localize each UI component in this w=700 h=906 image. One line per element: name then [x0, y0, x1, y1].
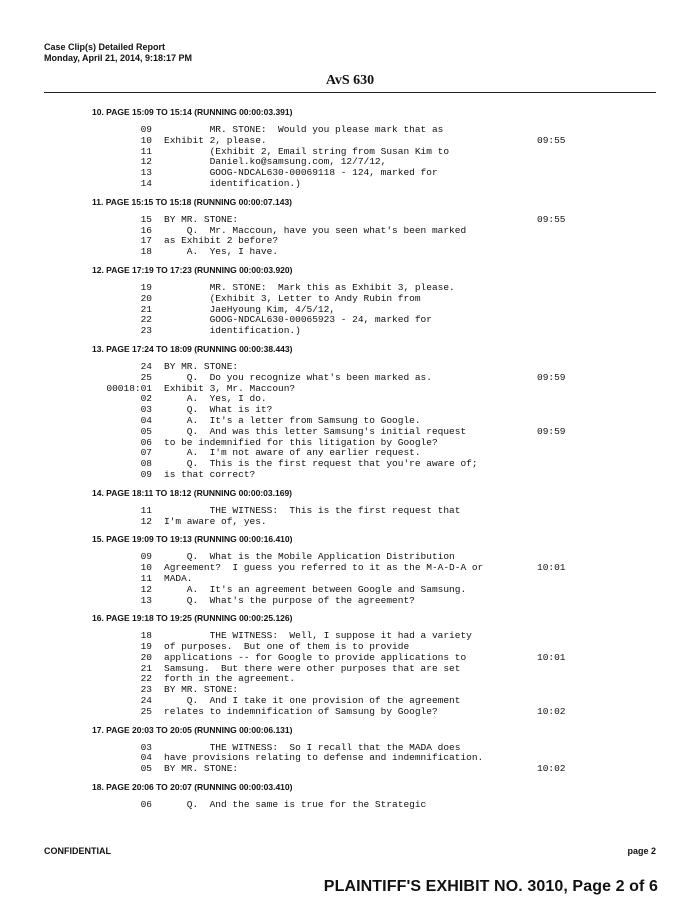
- line-number: 13: [140, 594, 152, 606]
- clip-section: [0, 724, 700, 775]
- transcript-line: [0, 236, 700, 247]
- clip-heading: 13. PAGE 17:24 TO 18:09 (RUNNING 00:00:38.443): [92, 343, 293, 354]
- line-text: Q. What's the purpose of the agreement?: [164, 594, 415, 606]
- clip-heading: 12. PAGE 17:19 TO 17:23 (RUNNING 00:00:03.920): [92, 264, 293, 275]
- line-timestamp: 09:55: [537, 213, 566, 225]
- line-number: 12: [140, 156, 152, 168]
- transcript-line: [0, 326, 700, 337]
- line-number: 23: [140, 325, 152, 337]
- transcript-line: [0, 470, 700, 481]
- transcript-lines: [0, 506, 700, 528]
- line-number: 16: [140, 224, 152, 236]
- line-number: 12: [140, 515, 152, 527]
- line-number: 04: [140, 414, 152, 426]
- clip-heading: 14. PAGE 18:11 TO 18:12 (RUNNING 00:00:03.169): [92, 487, 292, 498]
- line-text: GOOG-NDCAL630-00065923 - 24, marked for: [164, 314, 432, 326]
- line-text: forth in the agreement.: [164, 673, 296, 685]
- line-number: 18: [140, 246, 152, 258]
- clip-section: [0, 343, 700, 481]
- clip-heading: 15. PAGE 19:09 TO 19:13 (RUNNING 00:00:16.410): [92, 534, 293, 545]
- line-text: Exhibit 2, please.: [164, 134, 267, 146]
- line-text: to be indemnified for this litigation by Google?: [164, 436, 438, 448]
- line-text: applications -- for Google to provide applications to: [164, 651, 467, 663]
- line-number: 14: [140, 177, 152, 189]
- transcript-line: [0, 707, 700, 718]
- line-text: JaeHyoung Kim, 4/5/12,: [164, 303, 336, 315]
- line-timestamp: 10:02: [537, 763, 566, 775]
- line-timestamp: 09:59: [537, 425, 566, 437]
- line-text: Q. What is the Mobile Application Distribution: [164, 551, 455, 563]
- transcript-line: [0, 294, 700, 305]
- transcript-lines: [0, 552, 700, 606]
- line-text: Agreement? I guess you referred to it as the M-A-D-A or: [164, 562, 484, 574]
- transcript-line: [0, 517, 700, 528]
- line-text: Q. This is the first request that you're aware of;: [164, 458, 478, 470]
- page-number: page 2: [627, 846, 656, 856]
- clip-section: [0, 781, 700, 811]
- line-number: 25: [140, 705, 152, 717]
- line-text: MR. STONE: Mark this as Exhibit 3, please.: [164, 281, 455, 293]
- transcript-lines: [0, 743, 700, 775]
- line-number: 08: [140, 458, 152, 470]
- transcript-lines: [0, 283, 700, 337]
- line-number: 21: [140, 662, 152, 674]
- line-number: 19: [140, 281, 152, 293]
- line-text: A. It's an agreement between Google and Samsung.: [164, 583, 467, 595]
- line-number: 09: [140, 468, 152, 480]
- report-date: Monday, April 21, 2014, 9:18:17 PM: [44, 53, 193, 63]
- line-text: MADA.: [164, 572, 193, 584]
- line-number: 22: [140, 673, 152, 685]
- line-text: I'm aware of, yes.: [164, 515, 267, 527]
- report-title: Case Clip(s) Detailed Report: [44, 42, 166, 52]
- line-number: 22: [140, 314, 152, 326]
- line-text: THE WITNESS: This is the first request that: [164, 504, 461, 516]
- transcript-line: [0, 315, 700, 326]
- transcript-line: [0, 585, 700, 596]
- transcript-line: [0, 136, 700, 147]
- line-text: Q. Do you recognize what's been marked as.: [164, 371, 432, 383]
- transcript-line: [0, 674, 700, 685]
- transcript-line: [0, 384, 700, 395]
- line-text: Samsung. But there were other purposes that are set: [164, 662, 461, 674]
- clip-heading: 18. PAGE 20:06 TO 20:07 (RUNNING 00:00:03.410): [92, 782, 293, 793]
- clip-section: [0, 487, 700, 528]
- transcript-line: [0, 427, 700, 438]
- transcript-lines: [0, 800, 700, 811]
- line-text: have provisions relating to defense and indemnification.: [164, 752, 484, 764]
- line-text: BY MR. STONE:: [164, 360, 239, 372]
- transcript-lines: [0, 125, 700, 190]
- line-text: BY MR. STONE:: [164, 684, 239, 696]
- transcript-line: [0, 459, 700, 470]
- line-text: A. I'm not aware of any earlier request.: [164, 447, 421, 459]
- line-number: 17: [140, 235, 152, 247]
- transcript-line: [0, 664, 700, 675]
- transcript-line: [0, 563, 700, 574]
- line-text: relates to indemnification of Samsung by Google?: [164, 705, 438, 717]
- transcript-line: [0, 125, 700, 136]
- clip-section: [0, 264, 700, 337]
- line-text: A. Yes, I do.: [164, 393, 267, 405]
- transcript-line: [0, 753, 700, 764]
- line-number: 09: [140, 551, 152, 563]
- transcript-lines: [0, 362, 700, 481]
- line-timestamp: 09:55: [537, 134, 566, 146]
- line-number: 24: [140, 695, 152, 707]
- line-text: (Exhibit 2, Email string from Susan Kim to: [164, 145, 450, 157]
- line-text: MR. STONE: Would you please mark that as: [164, 124, 444, 135]
- clip-list: [0, 106, 700, 817]
- line-timestamp: 09:59: [537, 371, 566, 383]
- transcript-line: [0, 506, 700, 517]
- transcript-lines: [0, 631, 700, 717]
- transcript-line: [0, 226, 700, 237]
- transcript-line: [0, 800, 700, 811]
- line-number: 03: [140, 741, 152, 753]
- line-number: 25: [140, 371, 152, 383]
- clip-section: [0, 533, 700, 606]
- transcript-line: [0, 373, 700, 384]
- line-number: 07: [140, 447, 152, 459]
- line-text: A. It's a letter from Samsung to Google.: [164, 414, 421, 426]
- line-number: 18: [140, 630, 152, 642]
- line-text: Q. And was this letter Samsung's initial request: [164, 425, 467, 437]
- line-number: 02: [140, 393, 152, 405]
- line-number: 20: [140, 292, 152, 304]
- transcript-line: [0, 764, 700, 775]
- line-number: 24: [140, 360, 152, 372]
- confidential-label: CONFIDENTIAL: [44, 846, 111, 856]
- line-number: 23: [140, 684, 152, 696]
- clip-heading: 11. PAGE 15:15 TO 15:18 (RUNNING 00:00:07.143): [92, 196, 292, 207]
- clip-heading: 16. PAGE 19:18 TO 19:25 (RUNNING 00:00:25.126): [92, 613, 293, 624]
- clip-section: [0, 612, 700, 717]
- line-number: 10: [140, 134, 152, 146]
- line-text: Exhibit 3, Mr. Maccoun?: [164, 382, 296, 394]
- line-number: 00018:01: [106, 382, 152, 394]
- line-number: 05: [140, 763, 152, 775]
- header-divider: [44, 92, 656, 93]
- line-number: 11: [140, 572, 152, 584]
- line-text: Q. What is it?: [164, 404, 273, 416]
- line-number: 11: [140, 145, 152, 157]
- line-number: 19: [140, 641, 152, 653]
- line-text: of purposes. But one of them is to provide: [164, 641, 410, 653]
- line-text: (Exhibit 3, Letter to Andy Rubin from: [164, 292, 421, 304]
- line-text: is that correct?: [164, 468, 256, 480]
- transcript-line: [0, 179, 700, 190]
- line-number: 15: [140, 213, 152, 225]
- line-number: 11: [140, 504, 152, 516]
- document-title: AvS 630: [325, 73, 375, 88]
- line-text: identification.): [164, 325, 301, 337]
- transcript-line: [0, 596, 700, 607]
- line-text: BY MR. STONE:: [164, 763, 239, 775]
- transcript-line: [0, 215, 700, 226]
- line-timestamp: 10:01: [537, 651, 566, 663]
- line-text: Daniel.ko@samsung.com, 12/7/12,: [164, 156, 387, 168]
- line-text: A. Yes, I have.: [164, 246, 279, 258]
- line-number: 03: [140, 404, 152, 416]
- transcript-line: [0, 247, 700, 258]
- line-text: THE WITNESS: So I recall that the MADA does: [164, 741, 461, 753]
- exhibit-stamp: PLAINTIFF'S EXHIBIT NO. 3010, Page 2 of 6: [323, 878, 658, 895]
- line-number: 12: [140, 583, 152, 595]
- line-text: Q. And I take it one provision of the agreement: [164, 695, 461, 707]
- line-text: THE WITNESS: Well, I suppose it had a variety: [164, 630, 472, 642]
- line-text: BY MR. STONE:: [164, 213, 239, 225]
- clip-heading: 17. PAGE 20:03 TO 20:05 (RUNNING 00:00:06.131): [92, 724, 293, 735]
- line-number: 06: [140, 799, 152, 811]
- transcript-line: [0, 168, 700, 179]
- line-number: 21: [140, 303, 152, 315]
- line-timestamp: 10:02: [537, 705, 566, 717]
- line-text: Q. Mr. Maccoun, have you seen what's been marked: [164, 224, 467, 236]
- transcript-lines: [0, 215, 700, 258]
- line-text: as Exhibit 2 before?: [164, 235, 279, 247]
- line-number: 06: [140, 436, 152, 448]
- line-timestamp: 10:01: [537, 562, 566, 574]
- line-number: 05: [140, 425, 152, 437]
- line-text: GOOG-NDCAL630-00069118 - 124, marked for: [164, 167, 438, 179]
- line-number: 10: [140, 562, 152, 574]
- line-number: 04: [140, 752, 152, 764]
- line-text: identification.): [164, 177, 301, 189]
- line-number: 09: [140, 124, 152, 135]
- line-number: 20: [140, 651, 152, 663]
- clip-section: [0, 196, 700, 258]
- clip-section: [0, 106, 700, 190]
- transcript-line: [0, 394, 700, 405]
- line-text: Q. And the same is true for the Strategic: [164, 799, 427, 811]
- line-number: 13: [140, 167, 152, 179]
- clip-heading: 10. PAGE 15:09 TO 15:14 (RUNNING 00:00:03.391): [92, 107, 293, 117]
